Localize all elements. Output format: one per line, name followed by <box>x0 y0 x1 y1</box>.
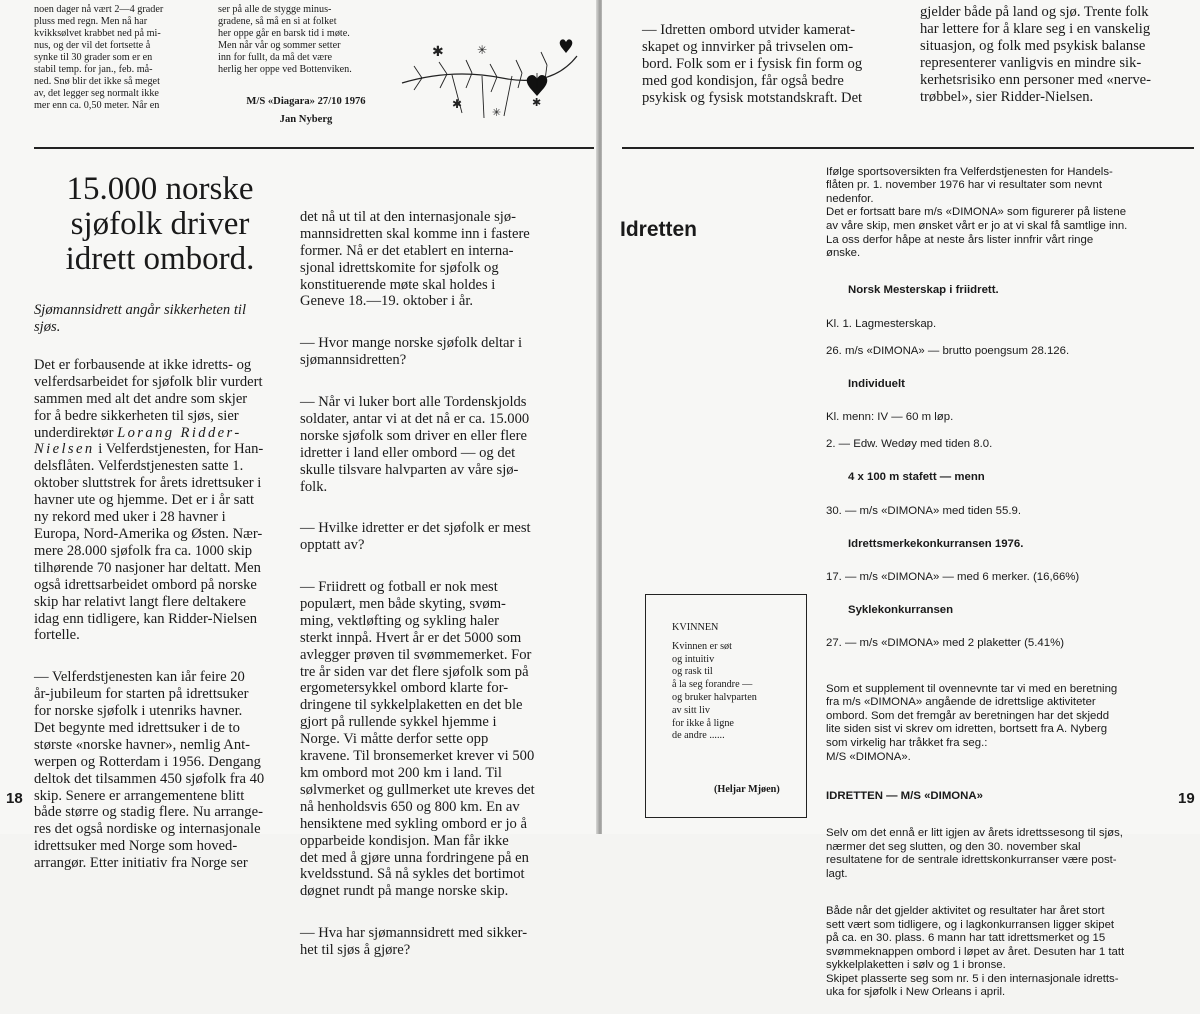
paragraph-1 <box>34 357 296 644</box>
results-heading: Norsk Mesterskap i friidrett. <box>848 284 999 297</box>
question: — Hvor mange norske sjøfolk deltar i sjømannsidretten? <box>300 335 523 369</box>
poem <box>672 622 757 743</box>
page-number: 18 <box>6 790 23 807</box>
section-rule <box>34 147 594 149</box>
christmas-branch-illustration <box>392 28 592 128</box>
answer: — Friidrett og fotball er nok mest populært, men både skyting, svøm- ming, vektløfting og sykling haler sterkt innpå. Hvert år er det 5000 som avlegger prøven til svømmemerket. For tre år siden var det flere sjøfolk som på ergometersykkel ombord klarte for- dringene til sykkelplaketten en det ble gjort på rullende sykkel hjemme i Norge. Vi måtte derfor sette opp kravene. Til bronsemerket krever vi 500 km ombord mot 200 km i land. Til sølvmerket og gullmerket ute kreves det nå henholdsvis 650 og 800 km. En av hensiktene med sykling ombord er jo å opparbeide kondisjon. Man får ikke det med å gjøre unna fordringene på en kveldsstund. Så nå sykles det bortimot døgnet rundt på mange norske skip. <box>300 579 535 900</box>
results-heading: Individuelt <box>848 377 905 390</box>
paragraph-2: — Velferdstjenesten kan iår feire 20 år-jubileum for starten på idrettsuker for norske sjøfolk i utenriks havner. Det begynte med idrettsuker i de to største «norske havner», nemlig Ant- werpen og Rotterdam i 1956. Dengang deltok det tilsammen 450 sjøfolk fra 40 skip. Senere er arrangementene blitt både større og stadig flere. Nu arrange- res det også nordiske og internasjonale idrettsuker med Norge som hoved- arrangør. Etter initiativ fra Norge ser <box>34 669 265 872</box>
article-continuation-2: gjelder både på land og sjø. Trente folk har lettere for å klare seg i en vanskelig situasjon, og folk med psykisk balanse representerer vanligvis en mindre sik- kerhetsrisiko enn personer med «nerve- trøbbel», sier Ridder-Nielsen. <box>920 4 1151 105</box>
article-column-2 <box>300 192 562 976</box>
article-continuation: — Idretten ombord utvider kamerat- skapet og innvirker på trivselen om- bord. Folk som er i fysisk fin form og med god kondisjon, får også bedre psykisk og fysisk motstandskraft. Det <box>642 22 863 106</box>
intro-text: Ifølge sportsoversikten fra Velferdstjenesten for Handels- flåten pr. 1. november 1976 har vi resultater som nevnt nedenfor. Det er fortsatt bare m/s «DIMONA» som figurerer på listene av våre skip, men ønsket vårt er jo at vi skal få samtlige inn. La oss derfor håpe at neste års lister innfrir vårt ringe ønske. <box>826 165 1128 260</box>
article-lead: Sjømannsidrett angår sikkerheten til sjøs. <box>34 302 246 335</box>
question: — Hva har sjømannsidrett med sikker- het til sjøs å gjøre? <box>300 925 528 959</box>
person-name: Nielsen <box>34 441 95 458</box>
article-column-1 <box>34 340 296 889</box>
result-line: 17. — m/s «DIMONA» — med 6 merker. (16,66%) <box>826 571 1080 584</box>
results-heading: 4 x 100 m stafett — menn <box>848 471 985 484</box>
answer: — Når vi luker bort alle Tordenskjolds soldater, antar vi at det nå er ca. 15.000 norske sjøfolk som driver en eller flere idretter i land eller ombord — og det skulle tilsvare halvparten av våre sjø- folk. <box>300 393 530 495</box>
result-line: 26. m/s «DIMONA» — brutto poengsum 28.126. <box>826 344 1070 357</box>
poem-title: KVINNEN <box>672 622 719 633</box>
weather-report-text-continued: ser på alle de stygge minus- gradene, så må en si at folket her oppe går en barsk tid i møte. Men når vår og sommer setter inn for fullt, da må det være herlig her oppe ved Bottenviken. <box>218 4 352 75</box>
supplement-text: Som et supplement til ovennevnte tar vi med en beretning fra m/s «DIMONA» angående de idrettslige aktiviteter ombord. Som det fremgår av beretningen har det skjedd lite siden sist vi skrev om idretten, bortsett fra A. Nyberg som virkelig har tråkket fra seg.: M/S «DIMONA». <box>826 682 1118 763</box>
result-line: 2. — Edw. Wedøy med tiden 8.0. <box>826 438 993 451</box>
person-name: Lorang Ridder- <box>117 424 242 441</box>
weather-report-text: noen dager nå vært 2—4 grader pluss med regn. Men nå har kvikksølvet krabbet ned på mi- nus, og der vil det fortsette å synke til 30 grader som er en stabil temp. for jan., feb. må- ned. Snø blir det ikke så meget av, det legger seg normalt ikke mer enn ca. 0,50 meter. Når en <box>34 4 164 111</box>
dimona-text: Både når det gjelder aktivitet og resultater har året stort sett vært som tidligere, og i lagkonkurransen ligger skipet på ca. en 30. plass. 6 mann har tatt idrettsmerket og 15 svømmeknappen ombord i løpet av året. Desuten har 1 tatt sykkelplaketten i sølv og 1 i bronse. Skipet plasserte seg som nr. 5 i den internasjonale idretts- uka for sjøfolk i New Orleans i april. <box>826 904 1125 999</box>
section-rule <box>622 147 1194 149</box>
question: — Hvilke idretter er det sjøfolk er mest opptatt av? <box>300 520 531 554</box>
byline: Jan Nyberg <box>279 114 333 125</box>
dimona-text: Selv om det ennå er litt igjen av årets idrettssesong til sjøs, nærmer det seg slutten, og den 30. november skal resultatene for de sentrale idrettskonkurranser være post- lagt. <box>826 826 1123 880</box>
result-line: Kl. 1. Lagmesterskap. <box>826 317 937 330</box>
svg-text:✳: ✳ <box>492 106 502 119</box>
dimona-heading: IDRETTEN — M/S «DIMONA» <box>826 789 983 802</box>
poem-body: Kvinnen er søt og intuitiv og rask til å la seg forandre — og bruker halvparten av sitt liv for ikke å ligne de andre ...... <box>672 640 757 742</box>
svg-text:✱: ✱ <box>532 96 542 109</box>
results-heading: Idrettsmerkekonkurransen 1976. <box>848 537 1024 550</box>
svg-text:✳: ✳ <box>477 43 488 57</box>
paragraph-text: Det er forbausende at ikke idretts- og velferdsarbeidet for sjøfolk blir vurdert sammen med alt det andre som skjer for å bedre sikkerheten til sjøs, sier underdirektør <box>34 356 263 441</box>
poem-author: (Heljar Mjøen) <box>714 784 780 795</box>
result-line: 27. — m/s «DIMONA» med 2 plaketter (5.41%) <box>826 637 1065 650</box>
right-page <box>602 0 1200 999</box>
paragraph: det nå ut til at den internasjonale sjø- mannsidretten skal komme inn i fastere former. Nå er det etablert en interna- sjonal idrettskomite for sjøfolk og konstituerende møte skal holdes i Geneve 18.—19. oktober i år. <box>300 208 530 310</box>
results-heading: Syklekonkurransen <box>848 604 954 617</box>
svg-text:✱: ✱ <box>452 97 463 111</box>
result-line: 30. — m/s «DIMONA» med tiden 55.9. <box>826 504 1021 517</box>
result-line: Kl. menn: IV — 60 m løp. <box>826 411 954 424</box>
left-page <box>0 0 598 959</box>
sports-results <box>826 152 1186 1014</box>
page-number: 19 <box>1178 790 1195 807</box>
section-title: Idretten <box>620 218 698 241</box>
paragraph-text: i Velferdstjenesten, for Han- delsflåten. Velferdstjenesten satte 1. oktober sluttstrek for årets idrettsuker i havner ute og hjemme. Det er i år satt ny rekord med uker i 28 havner i Europa, Nord-Amerika og Østen. Nær- mere 28.000 sjøfolk fra ca. 1000 skip tilhørende 70 nasjoner har deltatt. Men også idrettsarbeidet ombord på norske skip har relativt langt flere deltakere idag enn tidligere, kan Ridder-Nielsen fortelle. <box>34 441 264 644</box>
svg-text:✱: ✱ <box>432 44 444 60</box>
dateline: M/S «Diagara» 27/10 1976 <box>246 96 366 107</box>
article-title: 15.000 norske sjøfolk driver idrett ombord. <box>65 171 255 277</box>
